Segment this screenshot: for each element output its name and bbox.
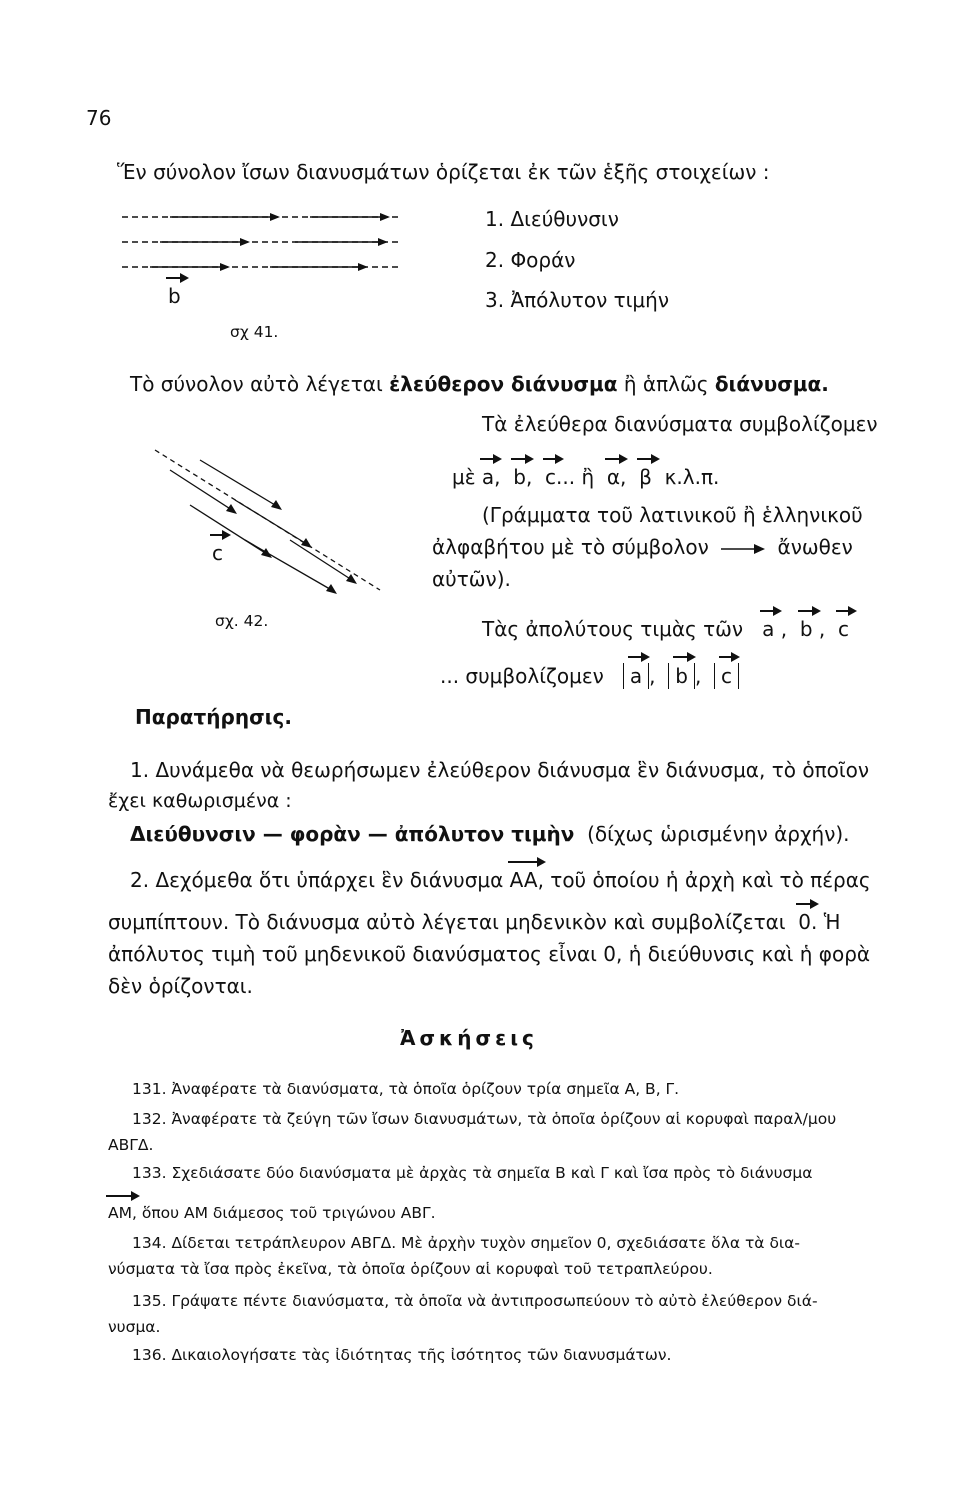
exercise-134-a: 134. Δίδεται τετράπλευρον ΑΒΓΔ. Μὲ ἀρχὴν τυχὸν σημεῖον 0, σχεδιάσατε ὅλα τὰ δια- <box>132 1234 800 1252</box>
remark-2-line-d: δὲν ὁρίζονται. <box>108 974 253 998</box>
element-magnitude: 3. Ἀπόλυτον τιμήν <box>485 288 669 312</box>
exercise-135-a: 135. Γράψατε πέντε διανύσματα, τὰ ὁποῖα νὰ ἀντιπροσωπεύουν τὸ αὐτὸ ἐλεύθερον διά- <box>132 1292 818 1310</box>
fig41-arrowhead <box>358 263 368 271</box>
exercise-133-b: AM, ὅπου ΑΜ διάμεσος τοῦ τριγώνου ΑΒΓ. <box>108 1204 436 1222</box>
fig41-arrowhead <box>380 213 390 221</box>
remark-2-line-b: συμπίπτουν. Τὸ διάνυσμα αὐτὸ λέγεται μηδενικὸν καὶ συμβολίζεται 0. Ἡ <box>108 910 841 934</box>
fig41-arrowhead <box>240 238 250 246</box>
element-direction: 1. Διεύθυνσιν <box>485 207 619 231</box>
remark-2-line-c: ἀπόλυτος τιμὴ τοῦ μηδενικοῦ διανύσματος εἶναι 0, ἡ διεύθυνσις καὶ ἡ φορὰ <box>108 942 871 966</box>
fig42-arrow-2 <box>200 460 280 508</box>
exercises-title: Ἀσκήσεις <box>400 1026 538 1050</box>
fig42-arrowhead <box>346 574 357 584</box>
paren-line-2: ἀλφαβήτου μὲ τὸ σύμβολον ἄνωθεν <box>432 535 853 559</box>
exercise-136: 136. Δικαιολογήσατε τὰς ἰδιότητας τῆς ἰσότητος τῶν διανυσμάτων. <box>132 1346 672 1364</box>
exercise-132-a: 132. Ἀναφέρατε τὰ ζεύγη τῶν ἴσων διανυσμάτων, τὰ ὁποῖα ὁρίζουν αἱ κορυφαὶ παραλ/μου <box>132 1110 837 1128</box>
paren-line-3: αὐτῶν). <box>432 567 511 591</box>
symbols-row: μὲ a, b, c... ἢ α, β κ.λ.π. <box>452 465 720 489</box>
remark-1-line-b: ἔχει καθωρισμένα : <box>108 790 292 812</box>
arrow-symbol-icon <box>721 543 765 555</box>
figure-42 <box>140 440 400 610</box>
figure-41 <box>120 205 410 315</box>
remark-1-properties: Διεύθυνσιν — φορὰν — ἀπόλυτον τιμὴν (δίχως ὡρισμένην ἀρχήν). <box>130 822 850 846</box>
exercise-131: 131. Ἀναφέρατε τὰ διανύσματα, τὰ ὁποῖα ὁρίζουν τρία σημεῖα A, B, Γ. <box>132 1080 680 1098</box>
fig42-arrow-6 <box>290 540 355 582</box>
intro-text: Ἕν σύνολον ἴσων διανυσμάτων ὁρίζεται ἐκ τῶν ἑξῆς στοιχείων : <box>117 160 770 184</box>
fig41-arrowhead <box>270 213 280 221</box>
element-sense: 2. Φοράν <box>485 248 576 272</box>
exercise-133-a: 133. Σχεδιάσατε δύο διανύσματα μὲ ἀρχὰς τὰ σημεῖα Β καὶ Γ καὶ ἴσα πρὸς τὸ διάνυσμα <box>132 1164 813 1182</box>
fig41-arrowhead <box>220 263 230 271</box>
page-number: 76 <box>86 106 112 130</box>
remark-title: Παρατήρησις. <box>135 705 292 729</box>
fig42-arrowhead <box>301 538 312 548</box>
fig42-arrow-5 <box>245 540 335 592</box>
abs-symbols-line: ... συμβολίζομεν a , b , c <box>440 663 739 689</box>
abs-values-line: Τὰς ἀπολύτους τιμὰς τῶν a , b , c <box>482 617 850 641</box>
fig41-arrowhead <box>378 238 388 246</box>
fig42-vector: c <box>212 541 223 565</box>
paren-line-1: (Γράμματα τοῦ λατινικοῦ ἢ ἑλληνικοῦ <box>482 503 863 527</box>
fig41-vector: b <box>168 284 181 308</box>
fig41-caption: σχ 41. <box>230 323 279 341</box>
definition-line: Τὸ σύνολον αὐτὸ λέγεται ἐλεύθερον διάνυσμα ἢ ἁπλῶς διάνυσμα. <box>130 372 829 396</box>
fig42-arrowhead <box>326 584 337 594</box>
exercise-135-b: νυσμα. <box>108 1318 161 1336</box>
fig42-arrow-1 <box>170 470 235 512</box>
fig42-arrowhead <box>271 500 282 510</box>
fig42-arrowhead <box>226 504 237 514</box>
exercise-134-b: νύσματα τὰ ἴσα πρὸς ἐκεῖνα, τὰ ὁποῖα ὁρίζουν αἱ κορυφαὶ τοῦ τετραπλεύρου. <box>108 1260 713 1278</box>
exercise-132-b: ΑΒΓΔ. <box>108 1136 154 1154</box>
fig42-caption: σχ. 42. <box>215 612 269 630</box>
remark-2-line-a: 2. Δεχόμεθα ὅτι ὑπάρχει ἓν διάνυσμα AA, τοῦ ὁποίου ἡ ἀρχὴ καὶ τὸ πέρας <box>130 868 871 892</box>
remark-1-line-a: 1. Δυνάμεθα νὰ θεωρήσωμεν ἐλεύθερον διάνυσμα ἓν διάνυσμα, τὸ ὁποῖον <box>130 758 870 782</box>
symbols-line: Τὰ ἐλεύθερα διανύσματα συμβολίζομεν <box>482 412 878 436</box>
